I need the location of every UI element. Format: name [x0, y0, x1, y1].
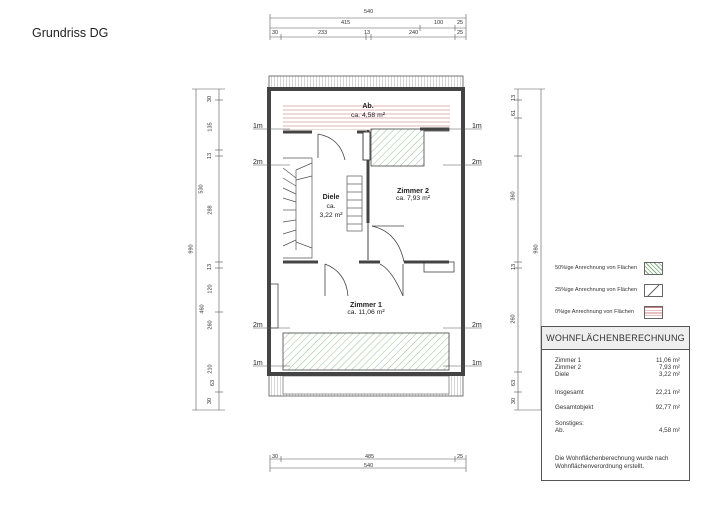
legend-0-label: 0%ige Anrechnung von Flächen	[555, 309, 634, 315]
legend-50-swatch	[644, 262, 663, 275]
dim-left-460: 460	[199, 304, 206, 314]
calc-note: Die Wohnflächenberechnung wurde nach Wohnflächenverordnung erstellt.	[555, 455, 669, 470]
dim-top3-233: 233	[318, 30, 328, 36]
dim-left-990: 990	[188, 244, 195, 254]
dim-bot-485: 485	[365, 454, 375, 460]
room-zimmer1-area: ca. 11,06 m²	[347, 309, 385, 316]
dim-top3-25: 25	[457, 30, 464, 36]
dim-left-30a: 30	[207, 95, 214, 103]
calc-label: Insgesamt	[555, 389, 584, 396]
calc-label: Zimmer 1	[555, 357, 582, 364]
dim-bot-25: 25	[457, 454, 464, 460]
calc-label: Zimmer 2	[555, 364, 582, 371]
dim-top3-30: 30	[272, 30, 279, 36]
calc-label: Diele	[555, 371, 570, 378]
dim-top-415: 415	[341, 20, 351, 26]
dim-right-13b: 13	[511, 263, 518, 271]
calc-label: Sonstiges:	[555, 420, 584, 427]
dim-left-120: 120	[207, 284, 214, 294]
calc-label: Gesamtobjekt	[555, 404, 594, 411]
legend-50-label: 50%ige Anrechnung von Flächen	[555, 265, 638, 271]
room-ab-area: ca. 4,58 m²	[351, 112, 385, 119]
dim-left-530: 530	[198, 184, 205, 194]
dim-top-25: 25	[457, 20, 464, 26]
dim-left-210: 210	[207, 364, 214, 374]
dim-right-30: 30	[511, 397, 518, 405]
dim-right-63: 63	[511, 379, 518, 387]
dim-left-13b: 13	[207, 263, 214, 271]
dim-right-980: 980	[533, 244, 540, 254]
dim-bot-30: 30	[272, 454, 279, 460]
dim-left-135: 135	[207, 122, 214, 132]
dim-right-13: 13	[511, 94, 518, 102]
dim-left-30b: 30	[207, 397, 214, 405]
zimmer1-hatch	[283, 333, 449, 370]
calc-value: 7,93 m²	[659, 364, 680, 371]
dim-top3-13: 13	[364, 30, 371, 36]
calc-value: 92,77 m²	[655, 404, 680, 411]
calc-heading: WOHNFLÄCHENBERECHNUNG	[542, 327, 689, 350]
room-diele-area-1: ca.	[326, 203, 336, 210]
dim-left-63: 63	[210, 379, 217, 387]
calc-value: 3,22 m²	[659, 371, 680, 378]
room-zimmer1-name: Zimmer 1	[350, 300, 382, 309]
page-title: Grundriss DG	[32, 26, 109, 40]
level-right-1m-bottom: 1m	[472, 360, 482, 367]
dim-left-260: 260	[207, 320, 214, 330]
zimmer2-hatch	[371, 129, 424, 166]
dim-right-61: 61	[511, 109, 518, 117]
calc-label: Ab.	[555, 427, 565, 434]
dim-bottom-total: 540	[364, 463, 374, 469]
dim-left-288: 288	[207, 205, 214, 215]
level-left-1m-bottom: 1m	[253, 360, 263, 367]
room-diele-name: Diele	[322, 194, 340, 201]
level-right-2m-top: 2m	[472, 159, 482, 166]
legend-25-swatch	[644, 284, 663, 297]
dim-top-100: 100	[434, 20, 444, 26]
level-left-1m-top: 1m	[253, 123, 263, 130]
dim-top3-240: 240	[409, 30, 419, 36]
level-right-1m-top: 1m	[472, 123, 482, 130]
room-zimmer2-name: Zimmer 2	[397, 186, 429, 195]
calc-value: 4,58 m²	[659, 427, 680, 434]
legend-0-swatch	[644, 306, 663, 319]
level-left-2m-bottom: 2m	[253, 322, 263, 329]
calc-value: 22,21 m²	[655, 389, 680, 396]
level-right-2m-bottom: 2m	[472, 322, 482, 329]
dim-right-360: 360	[510, 191, 517, 201]
area-calculation-table	[541, 326, 690, 481]
dim-top-total: 540	[364, 9, 374, 15]
calc-value: 11,06 m²	[656, 357, 680, 364]
dim-right-260: 260	[510, 314, 517, 324]
room-diele-area-2: 3,22 m²	[319, 212, 343, 219]
legend-25-label: 25%ige Anrechnung von Flächen	[555, 287, 638, 293]
level-left-2m-top: 2m	[253, 159, 263, 166]
room-zimmer2-area: ca. 7,93 m²	[396, 195, 430, 202]
dim-left-13a: 13	[207, 152, 214, 160]
room-ab-name: Ab.	[362, 103, 374, 110]
